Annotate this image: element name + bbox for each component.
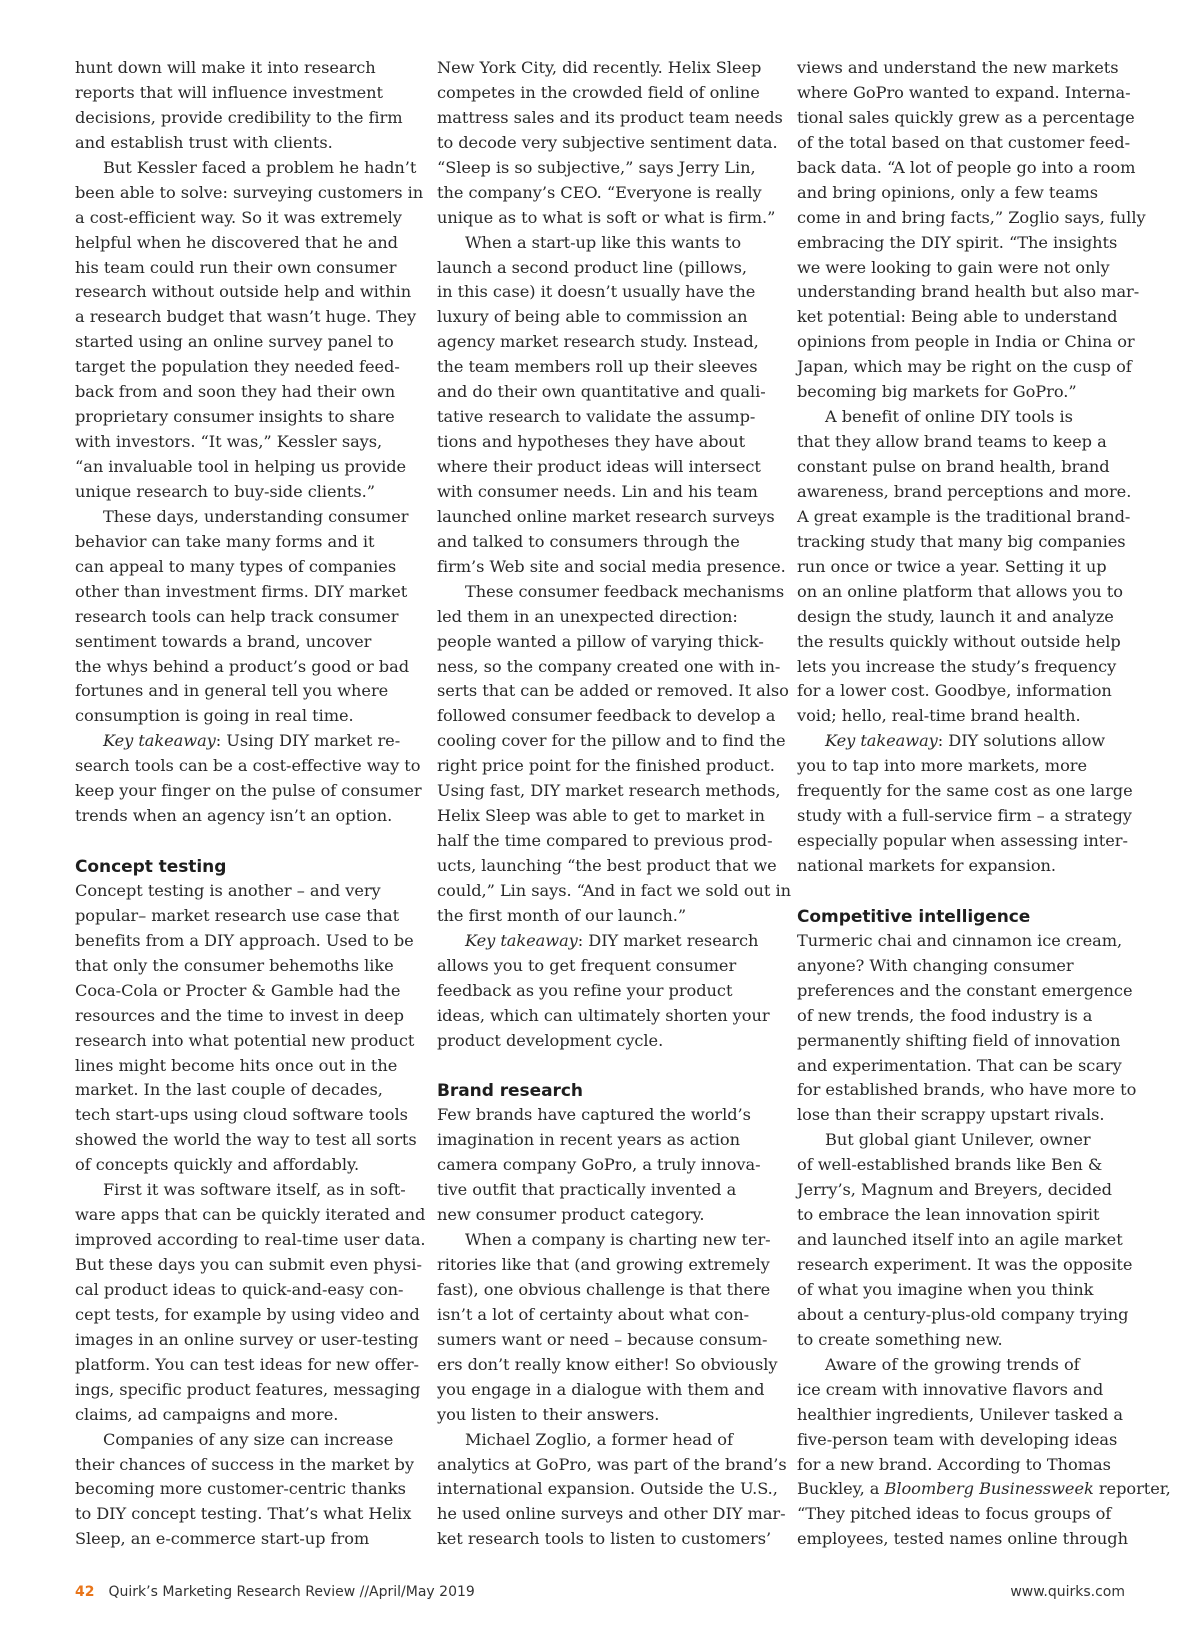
text-fragment: : DIY market research [577, 930, 759, 950]
text-line: lose than their scrappy upstart rivals. [797, 1105, 1105, 1125]
text-line: Using fast, DIY market research methods, [437, 781, 781, 801]
text-line: other than investment firms. DIY market [75, 581, 408, 601]
text-line: back from and soon they had their own [75, 382, 396, 402]
text-line: he used online surveys and other DIY mar- [437, 1504, 786, 1524]
text-line: competes in the crowded field of online [437, 82, 760, 102]
text-line: and bring opinions, only a few teams [797, 182, 1099, 202]
spacer [75, 829, 405, 854]
mixed-line [797, 1477, 1171, 1502]
text-line: the first month of our launch.” [437, 905, 687, 925]
text-line: started using an online survey panel to [75, 332, 394, 352]
text-line: Companies of any size can increase [103, 1429, 394, 1449]
text-line: to embrace the lean innovation spirit [797, 1205, 1100, 1225]
text-line: But these days you can submit even physi- [75, 1255, 422, 1274]
text-line: search tools can be a cost-effective way to [75, 756, 421, 776]
text-line: we were looking to gain were not only [797, 257, 1110, 277]
text-line: research tools can help track consumer [75, 606, 399, 626]
text-line: tional sales quickly grew as a percentage [797, 107, 1135, 127]
text-line: tions and hypotheses they have about [437, 432, 746, 452]
text-line: preferences and the constant emergence [797, 980, 1133, 1000]
text-line: Aware of the growing trends of [825, 1354, 1080, 1374]
text-line: research experiment. It was the opposite [797, 1255, 1133, 1274]
text-line: views and understand the new markets [797, 58, 1119, 77]
text-line: platform. You can test ideas for new offer- [75, 1354, 419, 1374]
spacer [437, 1054, 767, 1079]
text-line: Jerry’s, Magnum and Breyers, decided [797, 1180, 1112, 1200]
text-line: to DIY concept testing. That’s what Helix [75, 1504, 412, 1524]
text-line: could,” Lin says. “And in fact we sold out in [437, 880, 791, 900]
text-line: decisions, provide credibility to the firm [75, 107, 403, 127]
text-line: international expansion. Outside the U.S., [437, 1479, 778, 1499]
text-line: resources and the time to invest in deep [75, 1005, 404, 1025]
text-line: embracing the DIY spirit. “The insights [797, 232, 1118, 252]
text-line: his team could run their own consumer [75, 257, 397, 277]
text-line: ers don’t really know either! So obviously [437, 1354, 778, 1374]
text-line: ideas, which can ultimately shorten your [437, 1005, 770, 1025]
text-line: for a new brand. According to Thomas [797, 1454, 1111, 1474]
text-line: claims, ad campaigns and more. [75, 1404, 339, 1424]
text-line: behavior can take many forms and it [75, 531, 375, 551]
text-line: come in and bring facts,” Zoglio says, fully [797, 207, 1146, 227]
text-line: A great example is the traditional brand- [797, 506, 1131, 526]
text-line: that only the consumer behemoths like [75, 955, 394, 975]
key-takeaway-label: Key takeaway [465, 930, 578, 950]
text-line: of well-established brands like Ben & [797, 1155, 1103, 1175]
text-line: of the total based on that customer feed- [797, 132, 1131, 152]
text-line: These consumer feedback mechanisms [465, 581, 785, 601]
text-line: feedback as you refine your product [437, 980, 733, 1000]
text-line: helpful when he discovered that he and [75, 232, 398, 252]
text-line: Few brands have captured the world’s [437, 1105, 751, 1125]
text-line: agency market research study. Instead, [437, 332, 759, 352]
text-line: understanding brand health but also mar- [797, 282, 1140, 302]
text-line: “an invaluable tool in helping us provide [75, 457, 407, 476]
text-line: ucts, launching “the best product that we [437, 856, 777, 875]
text-line: firm’s Web site and social media presence. [437, 556, 786, 576]
text-line: tech start-ups using cloud software tools [75, 1105, 408, 1125]
text-line: Japan, which may be right on the cusp of [797, 357, 1132, 377]
text-line: a research budget that wasn’t huge. They [75, 307, 417, 327]
text-line: unique as to what is soft or what is firm.” [437, 207, 776, 227]
text-line: the team members roll up their sleeves [437, 357, 758, 377]
key-takeaway-line [75, 729, 405, 754]
text-line: But global giant Unilever, owner [825, 1130, 1091, 1150]
text-line: showed the world the way to test all sorts [75, 1130, 417, 1150]
text-line: improved according to real-time user data. [75, 1230, 426, 1250]
text-line: When a company is charting new ter- [465, 1230, 771, 1250]
text-line: about a century-plus-old company trying [797, 1304, 1129, 1324]
key-takeaway-line [437, 929, 767, 954]
text-line: keep your finger on the pulse of consumer [75, 781, 422, 801]
text-line: isn’t a lot of certainty about what con- [437, 1304, 750, 1324]
text-line: trends when an agency isn’t an option. [75, 806, 393, 826]
text-line: ness, so the company created one with in- [437, 656, 781, 676]
text-line: A benefit of online DIY tools is [825, 407, 1073, 427]
text-line: popular– market research use case that [75, 905, 400, 925]
text-line: to decode very subjective sentiment data. [437, 132, 778, 152]
text-line: benefits from a DIY approach. Used to be [75, 930, 414, 950]
text-line: that they allow brand teams to keep a [797, 432, 1107, 452]
text-line: half the time compared to previous prod- [437, 831, 773, 851]
text-line: on an online platform that allows you to [797, 581, 1123, 601]
text-line: with investors. “It was,” Kessler says, [75, 432, 383, 452]
text-fragment: : DIY solutions allow [937, 731, 1106, 751]
text-line: mattress sales and its product team needs [437, 107, 783, 127]
text-line: hunt down will make it into research [75, 58, 376, 77]
text-line: luxury of being able to commission an [437, 307, 748, 327]
text-line: anyone? With changing consumer [797, 955, 1074, 975]
text-fragment: : Using DIY market re- [215, 731, 401, 751]
text-line: healthier ingredients, Unilever tasked a [797, 1404, 1123, 1424]
text-line: fortunes and in general tell you where [75, 681, 389, 701]
text-line: becoming big markets for GoPro.” [797, 382, 1077, 402]
text-line: serts that can be added or removed. It also [437, 681, 789, 701]
text-line: can appeal to many types of companies [75, 556, 397, 576]
text-line: lines might become hits once out in the [75, 1055, 398, 1075]
text-line: camera company GoPro, a truly innova- [437, 1155, 761, 1175]
text-line: led them in an unexpected direction: [437, 606, 738, 626]
text-line: Coca-Cola or Procter & Gamble had the [75, 980, 401, 1000]
text-line: ket potential: Being able to understand [797, 307, 1118, 327]
text-line: people wanted a pillow of varying thick- [437, 631, 764, 651]
text-line: design the study, launch it and analyze [797, 606, 1114, 626]
text-line: and experimentation. That can be scary [797, 1055, 1122, 1075]
text-line: you engage in a dialogue with them and [437, 1379, 765, 1399]
text-line: the whys behind a product’s good or bad [75, 656, 410, 676]
section-heading-concept-testing: Concept testing [75, 857, 227, 877]
text-line: becoming more customer-centric thanks [75, 1479, 406, 1499]
text-line: sentiment towards a brand, uncover [75, 631, 372, 651]
publication-name: Bloomberg Businessweek [884, 1479, 1094, 1499]
key-takeaway-label: Key takeaway [825, 731, 938, 751]
text-line: of new trends, the food industry is a [797, 1005, 1093, 1025]
text-line: frequently for the same cost as one large [797, 781, 1133, 801]
text-line: launched online market research surveys [437, 506, 775, 526]
text-line: research without outside help and within [75, 282, 412, 302]
text-line: a cost-efficient way. So it was extremely [75, 207, 402, 227]
key-takeaway-label: Key takeaway [103, 731, 216, 751]
section-heading-brand-research: Brand research [437, 1081, 583, 1102]
text-line: Concept testing is another – and very [75, 880, 381, 900]
text-line: proprietary consumer insights to share [75, 407, 395, 427]
text-line: study with a full-service firm – a strategy [797, 806, 1132, 826]
text-line: of concepts quickly and affordably. [75, 1155, 360, 1175]
text-line: permanently shifting field of innovation [797, 1030, 1121, 1050]
text-line: void; hello, real-time brand health. [797, 706, 1081, 726]
key-takeaway-line [797, 729, 1127, 754]
text-line: for established brands, who have more to [797, 1080, 1137, 1100]
article-column-3 [797, 56, 1171, 1552]
text-line: constant pulse on brand health, brand [797, 457, 1110, 476]
text-line: run once or twice a year. Setting it up [797, 556, 1107, 576]
text-line: tative research to validate the assump- [437, 407, 756, 427]
publication-info: Quirk’s Marketing Research Review //April/May 2019 [108, 1584, 475, 1600]
article-column-2 [437, 56, 791, 1552]
text-line: launch a second product line (pillows, [437, 257, 747, 277]
text-line: fast), one obvious challenge is that there [437, 1279, 771, 1299]
text-line: ware apps that can be quickly iterated and [75, 1205, 426, 1225]
text-line: cooling cover for the pillow and to find the [437, 731, 786, 751]
text-line: product development cycle. [437, 1030, 664, 1050]
text-line: target the population they needed feed- [75, 357, 400, 377]
text-line: and do their own quantitative and quali- [437, 382, 766, 402]
text-line: Helix Sleep was able to get to market in [437, 806, 765, 826]
text-line: been able to solve: surveying customers in [75, 182, 424, 202]
text-line: where their product ideas will intersect [437, 457, 761, 476]
page-number: 42 [75, 1584, 95, 1600]
article-column-1 [75, 56, 426, 1552]
text-line: reports that will influence investment [75, 82, 383, 102]
page-footer [75, 1584, 1125, 1606]
text-line: right price point for the finished product. [437, 756, 775, 776]
text-line: Turmeric chai and cinnamon ice cream, [797, 930, 1123, 950]
text-line: employees, tested names online through [797, 1529, 1128, 1549]
text-line: lets you increase the study’s frequency [797, 656, 1117, 676]
text-line: back data. “A lot of people go into a room [797, 157, 1136, 177]
spacer [797, 879, 1127, 904]
text-line: ket research tools to listen to customers’ [437, 1529, 772, 1549]
text-fragment: reporter, [1093, 1479, 1171, 1499]
text-line: opinions from people in India or China or [797, 332, 1135, 352]
text-line: research into what potential new product [75, 1030, 415, 1050]
text-line: ice cream with innovative flavors and [797, 1379, 1104, 1399]
text-line: allows you to get frequent consumer [437, 955, 737, 975]
text-line: and establish trust with clients. [75, 132, 333, 152]
section-heading-competitive-intelligence: Competitive intelligence [797, 906, 1031, 927]
text-line: imagination in recent years as action [437, 1130, 740, 1150]
text-fragment: Buckley, a [797, 1479, 885, 1499]
text-line: new consumer product category. [437, 1205, 705, 1225]
text-line: national markets for expansion. [797, 856, 1057, 875]
text-line: analytics at GoPro, was part of the brand’s [437, 1454, 787, 1474]
text-line: ings, specific product features, messaging [75, 1379, 421, 1399]
text-line: and talked to consumers through the [437, 531, 740, 551]
text-line: five-person team with developing ideas [797, 1429, 1118, 1449]
text-line: tive outfit that practically invented a [437, 1180, 737, 1200]
text-line: awareness, brand perceptions and more. [797, 481, 1132, 501]
text-line: in this case) it doesn’t usually have the [437, 282, 756, 302]
text-line: When a start-up like this wants to [465, 232, 742, 252]
text-line: market. In the last couple of decades, [75, 1080, 383, 1100]
text-line: “Sleep is so subjective,” says Jerry Lin, [437, 157, 756, 177]
text-line: images in an online survey or user-testing [75, 1329, 419, 1349]
text-line: sumers want or need – because consum- [437, 1329, 768, 1349]
text-line: But Kessler faced a problem he hadn’t [103, 157, 417, 177]
text-line: to create something new. [797, 1329, 1003, 1349]
text-line: These days, understanding consumer [103, 506, 409, 526]
text-line: you to tap into more markets, more [797, 756, 1088, 776]
text-line: especially popular when assessing inter- [797, 831, 1128, 851]
text-line: and launched itself into an agile market [797, 1230, 1123, 1250]
text-line: followed consumer feedback to develop a [437, 706, 776, 726]
text-line: with consumer needs. Lin and his team [437, 481, 758, 501]
text-line: their chances of success in the market by [75, 1454, 414, 1474]
text-line: “They pitched ideas to focus groups of [797, 1504, 1112, 1524]
text-line: tracking study that many big companies [797, 531, 1126, 551]
text-line: cept tests, for example by using video and [75, 1304, 420, 1324]
website-url: www.quirks.com [1010, 1584, 1125, 1600]
text-line: First it was software itself, as in soft- [103, 1180, 406, 1200]
text-line: for a lower cost. Goodbye, information [797, 681, 1112, 701]
text-line: Michael Zoglio, a former head of [465, 1429, 733, 1449]
text-line: cal product ideas to quick-and-easy con- [75, 1279, 404, 1299]
text-line: you listen to their answers. [437, 1404, 660, 1424]
text-line: the company’s CEO. “Everyone is really [437, 182, 762, 202]
text-line: unique research to buy-side clients.” [75, 481, 375, 501]
text-line: of what you imagine when you think [797, 1279, 1094, 1299]
text-line: New York City, did recently. Helix Sleep [437, 58, 762, 77]
text-line: Sleep, an e-commerce start-up from [75, 1529, 370, 1549]
text-line: ritories like that (and growing extremely [437, 1255, 770, 1274]
text-line: the results quickly without outside help [797, 631, 1121, 651]
text-line: consumption is going in real time. [75, 706, 354, 726]
text-line: where GoPro wanted to expand. Interna- [797, 82, 1131, 102]
